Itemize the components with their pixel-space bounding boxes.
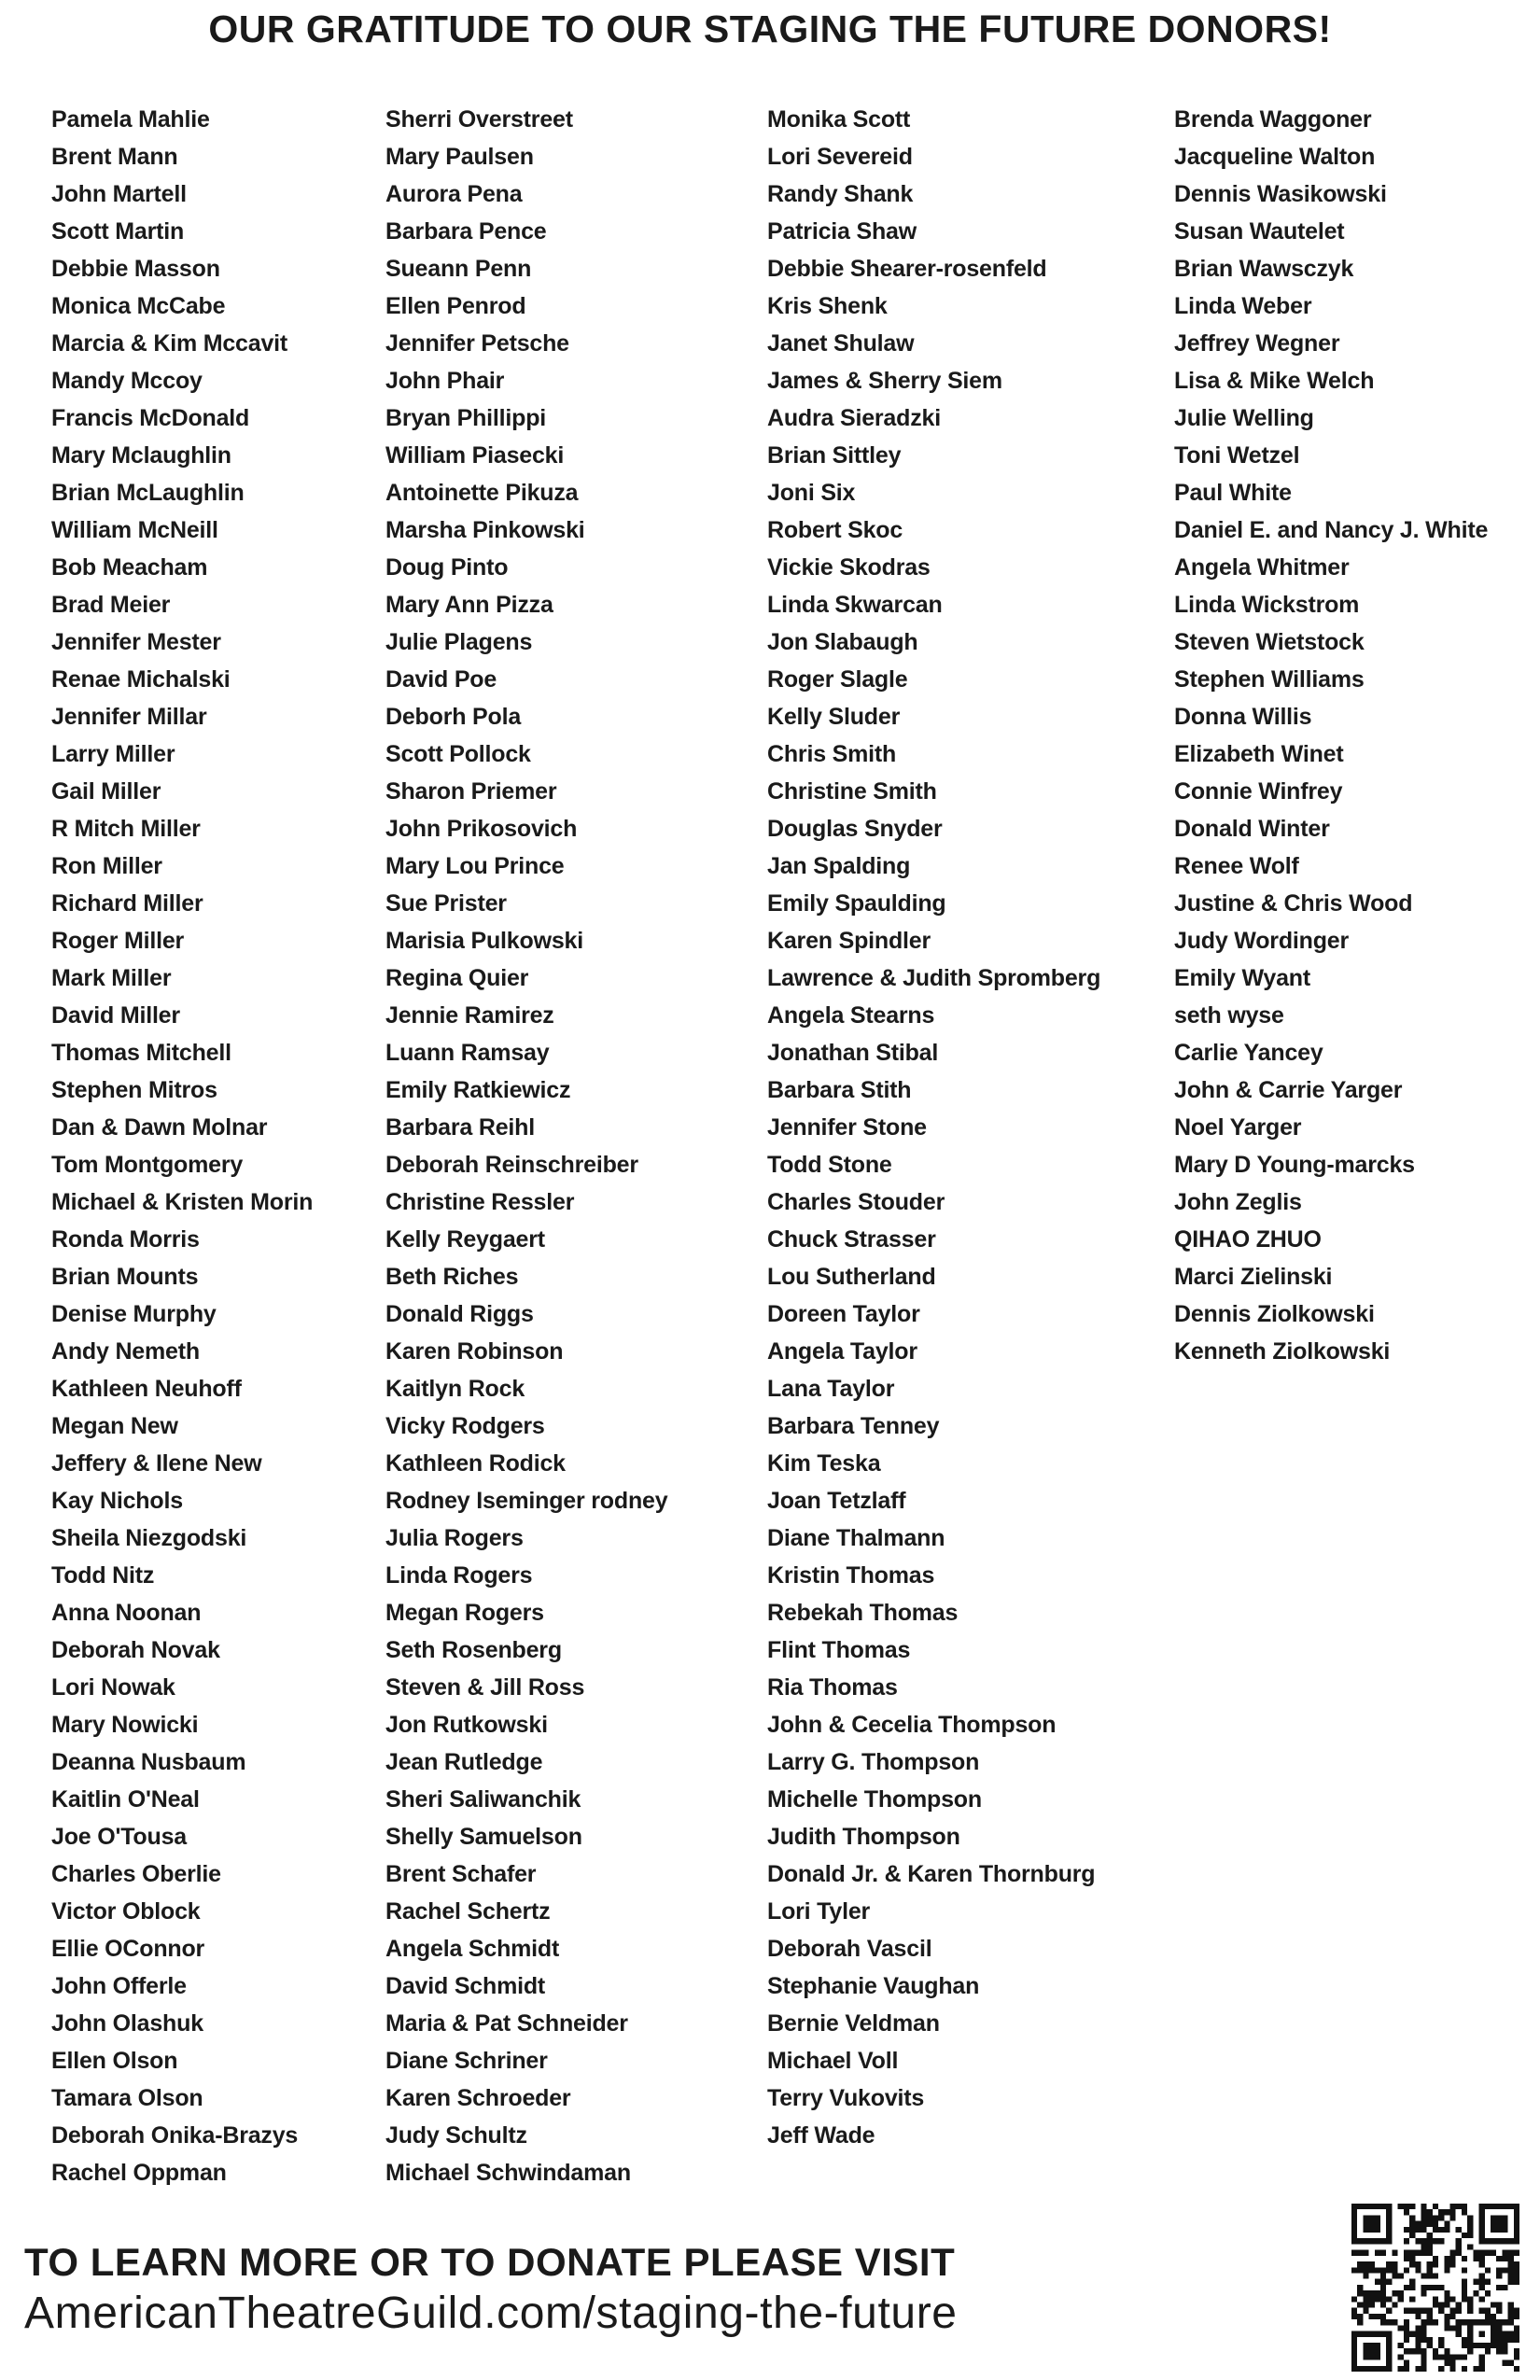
donor-name: Barbara Pence [385,218,547,245]
donor-name: Jeffery & Ilene New [51,1450,262,1477]
donor-name: Jeffrey Wegner [1174,330,1340,357]
donor-name: Barbara Stith [767,1077,912,1103]
donor-name: Janet Shulaw [767,330,915,357]
donor-name: Diane Thalmann [767,1525,945,1551]
donor-name: Richard Miller [51,890,203,917]
donor-name: Marcia & Kim Mccavit [51,330,288,357]
donor-name: Megan Rogers [385,1600,544,1626]
donor-name: Michael Voll [767,2048,899,2074]
donor-name: John Phair [385,368,505,394]
donor-name: Brad Meier [51,592,171,618]
donor-name: Maria & Pat Schneider [385,2010,628,2037]
donor-name: Vicky Rodgers [385,1413,545,1439]
donor-name: Mark Miller [51,965,172,991]
donor-name: Justine & Chris Wood [1174,890,1413,917]
donor-name: Donna Willis [1174,704,1312,730]
donor-name: Jean Rutledge [385,1749,543,1775]
page-title: OUR GRATITUDE TO OUR STAGING THE FUTURE DONORS! [208,7,1332,50]
donor-name: Rodney Iseminger rodney [385,1488,668,1514]
donor-name: Daniel E. and Nancy J. White [1174,517,1489,543]
donor-name: John Prikosovich [385,816,578,842]
donor-name: Megan New [51,1413,178,1439]
donor-name: Deborh Pola [385,704,522,730]
donor-name: Mary Paulsen [385,144,534,170]
donor-name: Bernie Veldman [767,2010,940,2037]
donor-name: Lori Nowak [51,1674,175,1701]
donor-name: Kelly Reygaert [385,1226,545,1253]
donor-name: William Piasecki [385,442,565,469]
donor-name: Judy Schultz [385,2122,527,2149]
donor-name: Charles Oberlie [51,1861,221,1887]
donor-name: Jon Rutkowski [385,1712,548,1738]
donor-name: Christine Ressler [385,1189,575,1215]
donor-name: Barbara Tenney [767,1413,940,1439]
donor-name: Barbara Reihl [385,1114,535,1141]
donor-name: Jennifer Petsche [385,330,569,357]
donate-url-link[interactable]: AmericanTheatreGuild.com/staging-the-future [24,2289,958,2338]
donor-name: Mary D Young-marcks [1174,1152,1415,1178]
donor-name: Jonathan Stibal [767,1040,939,1066]
donor-name: Brian Sittley [767,442,902,469]
donor-name: Jan Spalding [767,853,911,879]
donor-name: Kim Teska [767,1450,881,1477]
donor-name: Toni Wetzel [1174,442,1300,469]
donor-name: Beth Riches [385,1264,519,1290]
donor-name: Chris Smith [767,741,897,767]
donor-name: Mary Ann Pizza [385,592,553,618]
donor-name: Dennis Wasikowski [1174,181,1387,207]
donor-name: Ronda Morris [51,1226,200,1253]
donor-column-4 [1174,101,1488,1370]
donor-name: Lana Taylor [767,1376,895,1402]
donor-name: Donald Riggs [385,1301,534,1327]
donor-name: Joan Tetzlaff [767,1488,906,1514]
donor-name: Ellie OConnor [51,1936,205,1962]
donor-column-1 [51,101,313,2191]
donor-name: Aurora Pena [385,181,523,207]
donor-name: Stephen Williams [1174,666,1365,693]
donor-name: Steven Wietstock [1174,629,1365,655]
donor-name: John & Cecelia Thompson [767,1712,1057,1738]
donor-name: QIHAO ZHUO [1174,1226,1322,1253]
donor-name: Stephen Mitros [51,1077,217,1103]
donor-name: Patricia Shaw [767,218,917,245]
donor-name: Emily Wyant [1174,965,1310,991]
donor-name: Todd Nitz [51,1562,155,1589]
donor-name: David Poe [385,666,497,693]
donor-name: Christine Smith [767,778,937,805]
donor-name: John Olashuk [51,2010,203,2037]
donor-name: Noel Yarger [1174,1114,1302,1141]
donor-name: Marisia Pulkowski [385,928,583,954]
donor-name: Tom Montgomery [51,1152,244,1178]
donor-name: Angela Whitmer [1174,554,1350,581]
donor-name: Flint Thomas [767,1637,911,1663]
donor-name: Paul White [1174,480,1292,506]
donor-name: Shelly Samuelson [385,1824,582,1850]
donor-name: Chuck Strasser [767,1226,936,1253]
donor-name: Linda Skwarcan [767,592,943,618]
donor-name: Larry G. Thompson [767,1749,980,1775]
donor-name: Deborah Reinschreiber [385,1152,638,1178]
donor-name: John Martell [51,181,187,207]
donor-name: Jennifer Millar [51,704,207,730]
donor-name: Julie Plagens [385,629,533,655]
donor-name: Dan & Dawn Molnar [51,1114,268,1141]
donor-name: Jacqueline Walton [1174,144,1376,170]
donor-name: Thomas Mitchell [51,1040,231,1066]
donor-name: David Miller [51,1002,180,1029]
donor-name: Scott Martin [51,218,185,245]
donor-name: Brent Schafer [385,1861,537,1887]
donate-call-to-action: TO LEARN MORE OR TO DONATE PLEASE VISIT [24,2240,956,2284]
donor-name: Mary Nowicki [51,1712,199,1738]
donor-name: Kelly Sluder [767,704,901,730]
donor-name: Jennifer Stone [767,1114,927,1141]
donor-name: Lawrence & Judith Spromberg [767,965,1101,991]
donor-name: Deborah Vascil [767,1936,932,1962]
donor-name: Donald Jr. & Karen Thornburg [767,1861,1096,1887]
donor-name: Audra Sieradzki [767,405,941,431]
donor-name: Deanna Nusbaum [51,1749,246,1775]
donor-name: Kris Shenk [767,293,888,319]
donor-name: Anna Noonan [51,1600,202,1626]
donor-name: Bob Meacham [51,554,208,581]
donor-name: Kenneth Ziolkowski [1174,1338,1391,1365]
qr-code-icon[interactable] [1351,2204,1519,2372]
donor-name: James & Sherry Siem [767,368,1002,394]
donor-name: Michelle Thompson [767,1786,982,1813]
donor-name: Mary Lou Prince [385,853,565,879]
donor-column-2 [385,101,667,2191]
donor-name: Rachel Schertz [385,1898,551,1925]
donor-name: Emily Spaulding [767,890,946,917]
donor-name: Julie Welling [1174,405,1314,431]
donor-name: Rachel Oppman [51,2160,227,2186]
donor-name: Sheri Saliwanchik [385,1786,581,1813]
donor-name: Doreen Taylor [767,1301,920,1327]
donor-name: Renae Michalski [51,666,231,693]
donor-name: Kay Nichols [51,1488,183,1514]
donor-name: Stephanie Vaughan [767,1973,980,1999]
donor-name: R Mitch Miller [51,816,201,842]
donor-name: Michael Schwindaman [385,2160,631,2186]
donor-name: Angela Stearns [767,1002,935,1029]
donor-name: Ria Thomas [767,1674,898,1701]
donor-name: Donald Winter [1174,816,1330,842]
donor-name: Sherri Overstreet [385,106,573,133]
donor-name: Larry Miller [51,741,175,767]
donor-name: Emily Ratkiewicz [385,1077,571,1103]
donor-name: Dennis Ziolkowski [1174,1301,1375,1327]
donor-name: Sheila Niezgodski [51,1525,247,1551]
donor-name: Connie Winfrey [1174,778,1343,805]
donor-name: Deborah Novak [51,1637,220,1663]
donor-name: Bryan Phillippi [385,405,547,431]
donor-name: John Offerle [51,1973,187,1999]
donor-name: Monica McCabe [51,293,226,319]
donor-name: Brent Mann [51,144,178,170]
donor-name: Karen Spindler [767,928,931,954]
donor-name: Marsha Pinkowski [385,517,585,543]
donor-name: Brian Mounts [51,1264,199,1290]
donor-name: Rebekah Thomas [767,1600,959,1626]
donor-name: Luann Ramsay [385,1040,550,1066]
donor-name: Brian McLaughlin [51,480,245,506]
donor-name: Kaitlyn Rock [385,1376,525,1402]
donor-name: Tamara Olson [51,2085,203,2111]
donor-name: Sueann Penn [385,256,532,282]
donor-name: Jennie Ramirez [385,1002,554,1029]
donor-name: Jeff Wade [767,2122,875,2149]
donor-name: Ron Miller [51,853,162,879]
donor-name: Kathleen Rodick [385,1450,566,1477]
donor-name: Regina Quier [385,965,529,991]
donor-name: Linda Rogers [385,1562,533,1589]
donor-name: Linda Wickstrom [1174,592,1360,618]
donor-name: Sharon Priemer [385,778,557,805]
donor-name: Judy Wordinger [1174,928,1350,954]
donor-name: John Zeglis [1174,1189,1302,1215]
donor-name: Pamela Mahlie [51,106,210,133]
donor-name: Angela Taylor [767,1338,917,1365]
donor-name: Steven & Jill Ross [385,1674,585,1701]
donor-name: Kaitlin O'Neal [51,1786,200,1813]
donor-name: Carlie Yancey [1174,1040,1323,1066]
donor-name: Lisa & Mike Welch [1174,368,1375,394]
donor-name: Francis McDonald [51,405,250,431]
donor-name: Ellen Olson [51,2048,178,2074]
donor-name: Karen Schroeder [385,2085,571,2111]
donor-name: Roger Miller [51,928,185,954]
donor-name: Judith Thompson [767,1824,960,1850]
donor-name: Marci Zielinski [1174,1264,1333,1290]
donor-name: Lori Severeid [767,144,913,170]
donor-name: Charles Stouder [767,1189,945,1215]
donor-name: Mary Mclaughlin [51,442,231,469]
donor-name: Sue Prister [385,890,507,917]
donor-name: Gail Miller [51,778,161,805]
donor-name: Douglas Snyder [767,816,943,842]
donor-name: Michael & Kristen Morin [51,1189,314,1215]
donor-name: John & Carrie Yarger [1174,1077,1403,1103]
donor-name: Brenda Waggoner [1174,106,1372,133]
donor-name: Vickie Skodras [767,554,931,581]
donor-name: Elizabeth Winet [1174,741,1344,767]
donor-name: Randy Shank [767,181,914,207]
donor-name: Andy Nemeth [51,1338,200,1365]
donor-name: Joni Six [767,480,856,506]
donor-name: Monika Scott [767,106,911,133]
donor-name: William McNeill [51,517,218,543]
donor-name: Ellen Penrod [385,293,526,319]
donor-name: seth wyse [1174,1002,1284,1029]
donor-name: Debbie Shearer-rosenfeld [767,256,1047,282]
donor-name: Doug Pinto [385,554,509,581]
donor-name: Seth Rosenberg [385,1637,562,1663]
donor-name: Todd Stone [767,1152,892,1178]
donor-name: Julia Rogers [385,1525,524,1551]
donor-name: Victor Oblock [51,1898,201,1925]
donor-name: Lou Sutherland [767,1264,936,1290]
donor-name: Mandy Mccoy [51,368,203,394]
donor-name: Renee Wolf [1174,853,1299,879]
donor-name: Karen Robinson [385,1338,564,1365]
donor-column-3 [767,101,1100,2154]
donor-name: Angela Schmidt [385,1936,560,1962]
donor-name: Kristin Thomas [767,1562,935,1589]
donor-name: Kathleen Neuhoff [51,1376,242,1402]
donor-name: Joe O'Tousa [51,1824,187,1850]
donor-name: Linda Weber [1174,293,1312,319]
donor-name: Brian Wawsczyk [1174,256,1354,282]
donor-name: Terry Vukovits [767,2085,925,2111]
donor-name: Antoinette Pikuza [385,480,579,506]
donor-name: Robert Skoc [767,517,903,543]
footer [24,2238,1312,2341]
donor-name: Roger Slagle [767,666,908,693]
donor-name: David Schmidt [385,1973,546,1999]
donor-name: Denise Murphy [51,1301,217,1327]
donor-name: Deborah Onika-Brazys [51,2122,299,2149]
donor-name: Lori Tyler [767,1898,871,1925]
donor-name: Jon Slabaugh [767,629,918,655]
donor-name: Jennifer Mester [51,629,221,655]
donor-name: Debbie Masson [51,256,220,282]
donor-name: Susan Wautelet [1174,218,1345,245]
donor-name: Scott Pollock [385,741,531,767]
donor-name: Diane Schriner [385,2048,548,2074]
